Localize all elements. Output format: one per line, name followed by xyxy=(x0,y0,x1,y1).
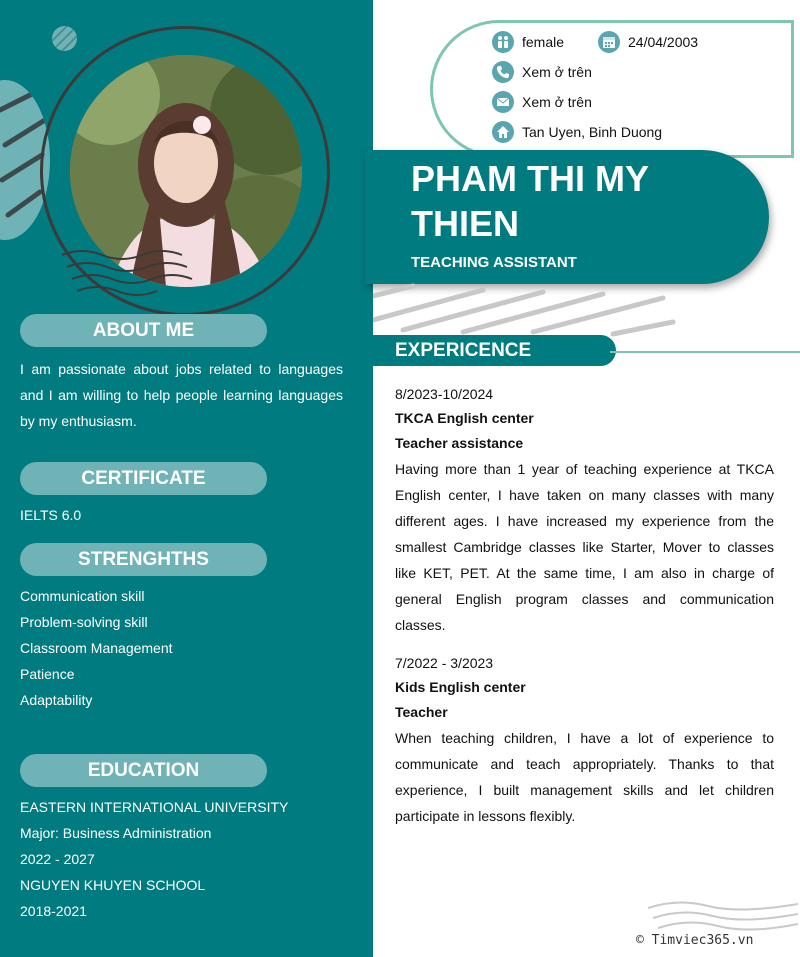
birthdate-value: 24/04/2003 xyxy=(628,34,699,50)
calendar-icon xyxy=(598,31,620,53)
decorative-brush-strokes xyxy=(373,282,693,342)
education-item: EASTERN INTERNATIONAL UNIVERSITY xyxy=(20,799,289,815)
footer-watermark: © Timviec365.vn xyxy=(636,933,754,948)
education-heading: EDUCATION xyxy=(20,754,267,787)
home-icon xyxy=(492,121,514,143)
email-row xyxy=(492,91,592,113)
about-heading: ABOUT ME xyxy=(20,314,267,347)
job-title: TEACHING ASSISTANT xyxy=(411,254,577,271)
certificate-item: IELTS 6.0 xyxy=(20,507,82,523)
strength-item: Adaptability xyxy=(20,692,93,708)
strength-item: Problem-solving skill xyxy=(20,614,148,630)
experience-company: TKCA English center xyxy=(395,410,534,426)
certificate-heading: CERTIFICATE xyxy=(20,462,267,495)
strength-item: Patience xyxy=(20,666,75,682)
email-value: Xem ở trên xyxy=(522,94,592,110)
phone-icon xyxy=(492,61,514,83)
education-list xyxy=(20,794,288,924)
email-icon xyxy=(492,91,514,113)
gender-row xyxy=(492,31,564,53)
education-item: 2022 - 2027 xyxy=(20,851,95,867)
candidate-name: PHAM THI MY THIEN xyxy=(411,158,649,244)
phone-row xyxy=(492,61,592,83)
experience-company: Kids English center xyxy=(395,679,526,695)
experience-divider xyxy=(610,351,800,353)
address-row xyxy=(492,121,662,143)
education-item: Major: Business Administration xyxy=(20,825,212,841)
experience-date: 8/2023-10/2024 xyxy=(395,386,494,402)
experience-entry xyxy=(395,651,774,829)
strength-item: Classroom Management xyxy=(20,640,173,656)
about-text: I am passionate about jobs related to languages and I am willing to help people learning languages by my enthusiasm. xyxy=(20,361,343,429)
experience-heading: EXPERICENCE xyxy=(373,335,616,366)
strength-item: Communication skill xyxy=(20,588,145,604)
experience-entry xyxy=(395,382,774,638)
gender-value: female xyxy=(522,34,565,50)
strengths-heading: STRENGHTHS xyxy=(20,543,267,576)
gender-icon xyxy=(492,31,514,53)
experience-role: Teacher assistance xyxy=(395,435,524,451)
education-item: NGUYEN KHUYEN SCHOOL xyxy=(20,877,206,893)
address-value: Tan Uyen, Binh Duong xyxy=(522,124,663,140)
decorative-wave-lines-bottom xyxy=(648,898,798,933)
education-item: 2018-2021 xyxy=(20,903,87,919)
experience-date: 7/2022 - 3/2023 xyxy=(395,655,494,671)
experience-description: Having more than 1 year of teaching experience at TKCA English center, I have taken on many classes with many different ages. I have increased my experience from the smallest Cambridge classes like Starter, Mover to classes like KET, PET. At the same time, I am also in charge of general English program classes and communication classes. xyxy=(395,461,774,633)
experience-role: Teacher xyxy=(395,704,448,720)
name-banner xyxy=(365,150,769,284)
birthdate-row xyxy=(598,31,698,53)
phone-value: Xem ở trên xyxy=(522,64,592,80)
experience-description: When teaching children, I have a lot of experience to communicate and teach appropriately. Thanks to that experience, I built management skills and let children participate in lessons flexibly. xyxy=(395,730,774,824)
decorative-wave-lines xyxy=(62,245,242,305)
left-column xyxy=(0,0,373,957)
decorative-striped-circle xyxy=(52,26,77,51)
certificate-list xyxy=(20,502,81,528)
strengths-list xyxy=(20,583,173,713)
